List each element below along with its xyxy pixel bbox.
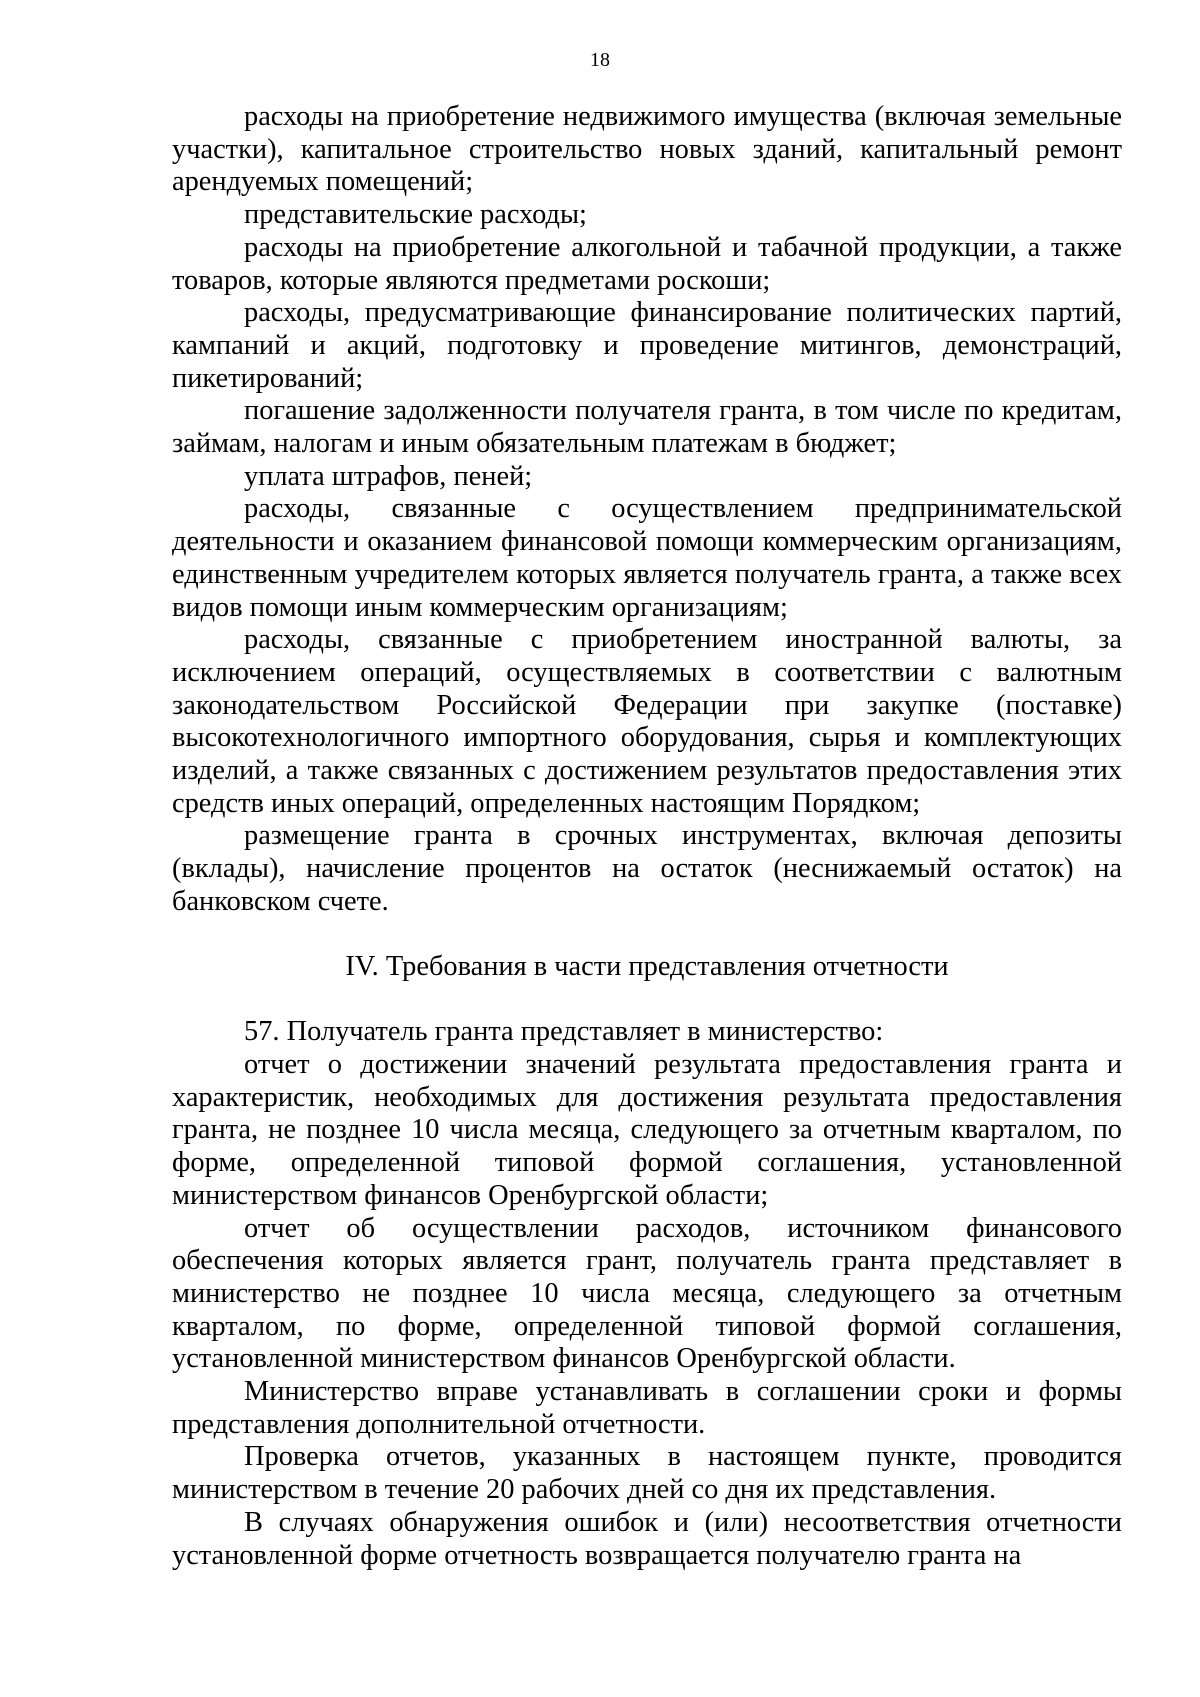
paragraph: расходы на приобретение алкогольной и табачной продукции, а также товаров, которые являются предметами роскоши; (172, 231, 1122, 296)
paragraph: расходы, связанные с приобретением иностранной валюты, за исключением операций, осуществляемых в соответствии с валютным законодательством Российской Федерации при закупке (поставке) высокотехнологичного импортного оборудования, сырья и комплектующих изделий, а также связанных с достижением результатов предоставления этих средств иных операций, определенных настоящим Порядком; (172, 624, 1122, 819)
paragraph: отчет об осуществлении расходов, источником финансового обеспечения которых является грант, получатель гранта представляет в министерство не позднее 10 числа месяца, следующего за отчетным кварталом, по форме, определенной типовой формой соглашения, установленной министерством финансов Оренбургской области. (172, 1212, 1122, 1375)
paragraph: Проверка отчетов, указанных в настоящем пункте, проводится министерством в течение 20 рабочих дней со дня их представления. (172, 1441, 1122, 1506)
paragraph: расходы, предусматривающие финансирование политических партий, кампаний и акций, подготовку и проведение митингов, демонстраций, пикетирований; (172, 297, 1122, 394)
paragraph: расходы на приобретение недвижимого имущества (включая земельные участки), капитальное строительство новых зданий, капитальный ремонт арендуемых помещений; (172, 101, 1122, 198)
paragraph: размещение гранта в срочных инструментах, включая депозиты (вклады), начисление процентов на остаток (неснижаемый остаток) на банковском счете. (172, 820, 1122, 917)
document-body (172, 101, 1122, 1572)
page-number: 18 (590, 49, 610, 71)
paragraph: представительские расходы; (244, 199, 587, 231)
paragraph: уплата штрафов, пеней; (244, 460, 533, 492)
paragraph: В случаях обнаружения ошибок и (или) несоответствия отчетности установленной форме отчетность возвращается получателю гранта на (172, 1506, 1122, 1571)
paragraph: отчет о достижении значений результата предоставления гранта и характеристик, необходимых для достижения результата предоставления гранта, не позднее 10 числа месяца, следующего за отчетным кварталом, по форме, определенной типовой формой соглашения, установленной министерством финансов Оренбургской области; (172, 1048, 1122, 1211)
clause-57-intro: 57. Получатель гранта представляет в министерство: (244, 1016, 884, 1048)
paragraph: Министерство вправе устанавливать в соглашении сроки и формы представления дополнительной отчетности. (172, 1376, 1122, 1440)
section-heading: IV. Требования в части представления отчетности (345, 950, 949, 982)
paragraph: погашение задолженности получателя гранта, в том числе по кредитам, займам, налогам и иным обязательным платежам в бюджет; (172, 395, 1122, 460)
paragraph: расходы, связанные с осуществлением предпринимательской деятельности и оказанием финансовой помощи коммерческим организациям, единственным учредителем которых является получатель гранта, а также всех видов помощи иным коммерческим организациям; (172, 493, 1122, 623)
